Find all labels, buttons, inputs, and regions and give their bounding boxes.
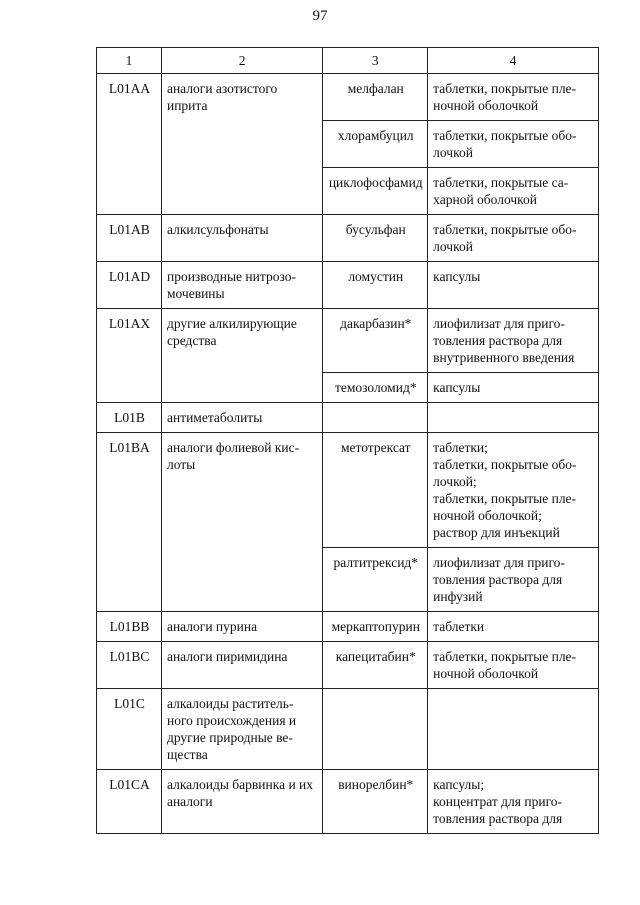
dosage-form-line: товления раствора для — [433, 572, 563, 587]
drug-name-cell: циклофосфамид — [323, 168, 428, 215]
table-row — [97, 642, 599, 689]
column-header: 2 — [161, 48, 322, 74]
table-row — [97, 689, 599, 770]
dosage-form-cell — [428, 770, 599, 834]
dosage-form-cell — [428, 433, 599, 548]
dosage-form-line: таблетки, покрытые обо- — [433, 457, 577, 472]
dosage-form-line: ночной оболочкой; — [433, 508, 542, 523]
dosage-form-cell — [428, 215, 599, 262]
dosage-form-cell — [428, 262, 599, 309]
group-name-cell: антиметаболиты — [161, 403, 322, 433]
column-header: 4 — [428, 48, 599, 74]
dosage-form-cell — [428, 689, 599, 770]
dosage-form-cell — [428, 168, 599, 215]
drug-name-cell: меркаптопурин — [323, 612, 428, 642]
dosage-form-line: таблетки, покрытые пле- — [433, 649, 577, 664]
group-name-cell: производные нитрозо-мочевины — [161, 262, 322, 309]
dosage-form-line: харной оболочкой — [433, 192, 538, 207]
group-name-cell: аналоги фолиевой кис-лоты — [161, 433, 322, 612]
dosage-form-line: таблетки; — [433, 440, 488, 455]
drug-name-cell: капецитабин* — [323, 642, 428, 689]
atc-code-cell: L01AB — [97, 215, 162, 262]
dosage-form-line: раствор для инъекций — [433, 525, 560, 540]
dosage-form-line: капсулы; — [433, 777, 485, 792]
dosage-form-line: таблетки — [433, 619, 485, 634]
group-name-cell: аналоги азотистого иприта — [161, 74, 322, 215]
atc-code-cell: L01AA — [97, 74, 162, 215]
dosage-form-line: таблетки, покрытые са- — [433, 175, 569, 190]
dosage-form-line: концентрат для приго- — [433, 794, 563, 809]
drug-table — [96, 47, 599, 834]
dosage-form-line: товления раствора для — [433, 333, 563, 348]
table-row — [97, 403, 599, 433]
drug-name-cell: дакарбазин* — [323, 309, 428, 373]
header-row — [97, 48, 599, 74]
dosage-form-cell — [428, 121, 599, 168]
atc-code-cell: L01BA — [97, 433, 162, 612]
table-row — [97, 309, 599, 373]
dosage-form-cell — [428, 612, 599, 642]
drug-name-cell: ломустин — [323, 262, 428, 309]
drug-name-cell — [323, 689, 428, 770]
dosage-form-line: капсулы — [433, 380, 481, 395]
atc-code-cell: L01BB — [97, 612, 162, 642]
dosage-form-line: лочкой — [433, 145, 473, 160]
dosage-form-line: лочкой; — [433, 474, 477, 489]
atc-code-cell: L01B — [97, 403, 162, 433]
group-name-cell: алкилсульфонаты — [161, 215, 322, 262]
column-header: 3 — [323, 48, 428, 74]
drug-name-cell: бусульфан — [323, 215, 428, 262]
dosage-form-cell — [428, 403, 599, 433]
page-number: 97 — [312, 8, 328, 24]
table-row — [97, 74, 599, 121]
dosage-form-line: инфузий — [433, 589, 483, 604]
table-row — [97, 612, 599, 642]
dosage-form-line: таблетки, покрытые обо- — [433, 128, 577, 143]
table-row — [97, 215, 599, 262]
dosage-form-line: ночной оболочкой — [433, 666, 539, 681]
dosage-form-line: таблетки, покрытые пле- — [433, 81, 577, 96]
table-row — [97, 433, 599, 548]
group-name-cell: алкалоиды раститель-ного происхождения и другие природные ве-щества — [161, 689, 322, 770]
dosage-form-line: таблетки, покрытые пле- — [433, 491, 577, 506]
dosage-form-line: лиофилизат для приго- — [433, 316, 565, 331]
drug-name-cell: винорелбин* — [323, 770, 428, 834]
dosage-form-cell — [428, 309, 599, 373]
table-row — [97, 262, 599, 309]
dosage-form-cell — [428, 548, 599, 612]
atc-code-cell: L01AX — [97, 309, 162, 403]
drug-name-cell: хлорамбуцил — [323, 121, 428, 168]
dosage-form-line: товления раствора для — [433, 811, 563, 826]
table-row — [97, 770, 599, 834]
column-header: 1 — [97, 48, 162, 74]
dosage-form-line: внутривенного введения — [433, 350, 575, 365]
atc-code-cell: L01C — [97, 689, 162, 770]
dosage-form-cell — [428, 373, 599, 403]
drug-name-cell: ралтитрексид* — [323, 548, 428, 612]
drug-name-cell: метотрексат — [323, 433, 428, 548]
dosage-form-cell — [428, 642, 599, 689]
group-name-cell: алкалоиды барвинка и их аналоги — [161, 770, 322, 834]
atc-code-cell: L01BC — [97, 642, 162, 689]
dosage-form-line: лочкой — [433, 239, 473, 254]
group-name-cell: аналоги пурина — [161, 612, 322, 642]
group-name-cell: другие алкилирующие средства — [161, 309, 322, 403]
atc-code-cell: L01CA — [97, 770, 162, 834]
dosage-form-line: ночной оболочкой — [433, 98, 539, 113]
dosage-form-cell — [428, 74, 599, 121]
dosage-form-line: капсулы — [433, 269, 481, 284]
drug-name-cell — [323, 403, 428, 433]
dosage-form-line: лиофилизат для приго- — [433, 555, 565, 570]
atc-code-cell: L01AD — [97, 262, 162, 309]
drug-name-cell: темозоломид* — [323, 373, 428, 403]
drug-name-cell: мелфалан — [323, 74, 428, 121]
group-name-cell: аналоги пиримидина — [161, 642, 322, 689]
dosage-form-line: таблетки, покрытые обо- — [433, 222, 577, 237]
